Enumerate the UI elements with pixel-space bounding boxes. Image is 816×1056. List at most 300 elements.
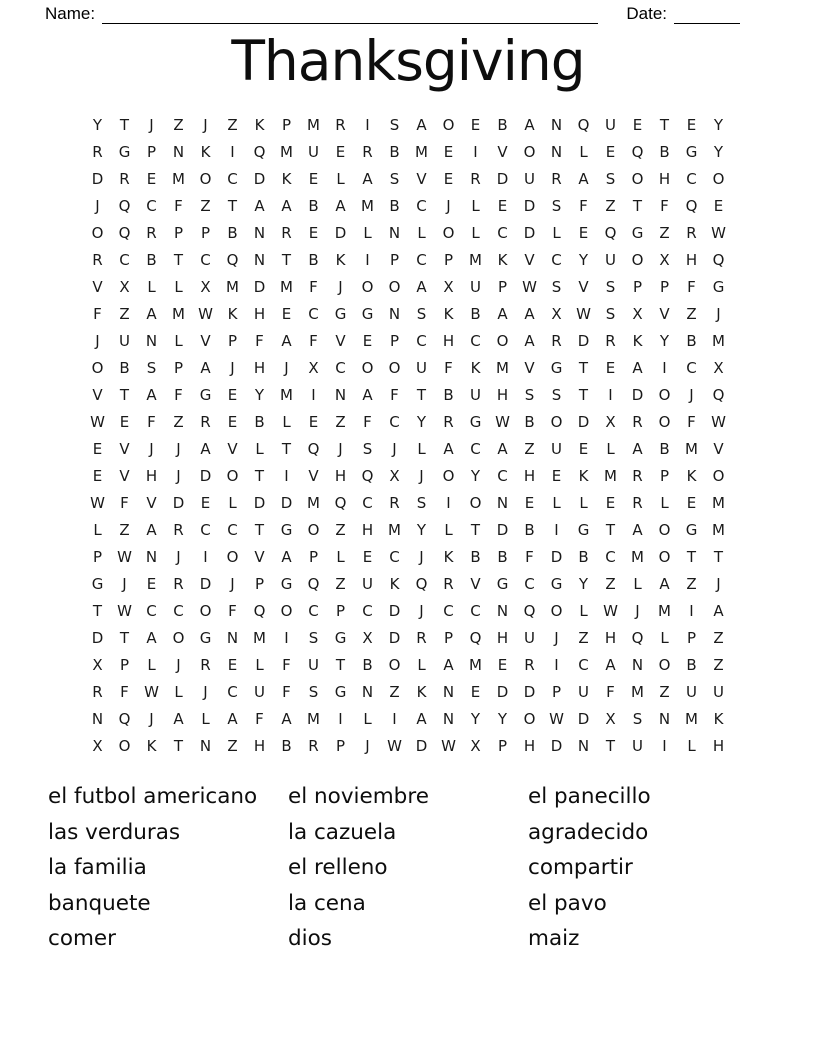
grid-letter: A [632, 440, 643, 458]
grid-letter: I [365, 116, 370, 134]
grid-letter: C [497, 224, 508, 242]
grid-letter: C [497, 467, 508, 485]
grid-letter: N [91, 710, 104, 728]
grid-letter: B [308, 251, 319, 269]
grid-letter: L [363, 224, 372, 242]
grid-letter: S [389, 170, 400, 188]
grid-letter: K [578, 467, 589, 485]
grid-row [84, 436, 732, 463]
grid-letter: M [496, 359, 509, 377]
grid-letter: N [145, 332, 158, 350]
grid-letter: M [469, 656, 482, 674]
grid-letter: H [334, 467, 347, 485]
grid-letter: A [497, 440, 508, 458]
grid-letter: N [631, 656, 644, 674]
grid-letter: N [145, 548, 158, 566]
grid-letter: Y [416, 521, 427, 539]
grid-letter: E [524, 494, 535, 512]
grid-letter: S [308, 683, 319, 701]
grid-letter: O [361, 278, 374, 296]
word-item: el pavo [528, 890, 607, 916]
grid-letter: B [686, 656, 697, 674]
grid-letter: X [200, 278, 211, 296]
grid-row [84, 301, 732, 328]
grid-letter: B [254, 413, 265, 431]
grid-letter: L [174, 278, 183, 296]
grid-letter: T [173, 737, 184, 755]
grid-letter: U [119, 332, 130, 350]
grid-letter: D [199, 467, 212, 485]
grid-letter: X [659, 251, 670, 269]
grid-letter: G [550, 575, 563, 593]
grid-letter: C [227, 521, 238, 539]
grid-letter: L [471, 224, 480, 242]
grid-row [84, 247, 732, 274]
grid-letter: D [523, 224, 536, 242]
grid-letter: U [605, 251, 616, 269]
grid-letter: A [632, 521, 643, 539]
word-list-column [288, 779, 528, 957]
grid-letter: G [118, 143, 131, 161]
grid-letter: E [605, 143, 616, 161]
grid-letter: K [227, 305, 238, 323]
grid-letter: M [307, 494, 320, 512]
grid-letter: C [686, 170, 697, 188]
grid-letter: G [334, 683, 347, 701]
grid-letter: R [632, 467, 643, 485]
grid-letter: H [523, 467, 536, 485]
grid-letter: K [632, 332, 643, 350]
grid-letter: A [173, 710, 184, 728]
grid-letter: O [442, 116, 455, 134]
word-item: la cazuela [288, 819, 397, 845]
grid-letter: U [470, 386, 481, 404]
grid-letter: F [282, 683, 291, 701]
grid-letter: W [549, 710, 564, 728]
grid-letter: Z [659, 683, 670, 701]
grid-letter: Z [173, 413, 184, 431]
grid-letter: G [496, 575, 509, 593]
grid-letter: V [254, 548, 265, 566]
grid-letter: A [632, 359, 643, 377]
grid-letter: Y [659, 332, 670, 350]
grid-letter: O [226, 467, 239, 485]
grid-letter: N [442, 710, 455, 728]
grid-letter: C [470, 332, 481, 350]
grid-letter: S [308, 629, 319, 647]
grid-letter: G [199, 386, 212, 404]
grid-letter: P [92, 548, 103, 566]
grid-letter: J [554, 629, 559, 647]
grid-letter: Q [253, 602, 266, 620]
grid-letter: L [633, 575, 642, 593]
grid-letter: E [227, 413, 238, 431]
grid-letter: R [605, 332, 616, 350]
grid-letter: Q [577, 116, 590, 134]
grid-letter: S [146, 359, 157, 377]
grid-letter: D [172, 494, 185, 512]
grid-letter: F [255, 332, 264, 350]
grid-letter: Q [712, 386, 725, 404]
grid-letter: K [254, 116, 265, 134]
grid-letter: A [605, 656, 616, 674]
grid-letter: H [604, 629, 617, 647]
grid-letter: P [443, 251, 454, 269]
grid-letter: A [281, 197, 292, 215]
grid-row [84, 490, 732, 517]
grid-letter: W [441, 737, 456, 755]
word-item: el relleno [288, 855, 388, 881]
grid-letter: E [227, 386, 238, 404]
grid-letter: E [308, 170, 319, 188]
grid-letter: F [255, 710, 264, 728]
grid-letter: O [199, 602, 212, 620]
grid-letter: L [471, 197, 480, 215]
word-item: agradecido [528, 819, 649, 845]
grid-letter: W [495, 413, 510, 431]
grid-letter: P [335, 602, 346, 620]
grid-letter: I [311, 386, 316, 404]
grid-letter: V [227, 440, 238, 458]
grid-letter: U [470, 278, 481, 296]
grid-letter: P [281, 116, 292, 134]
grid-letter: O [442, 467, 455, 485]
grid-letter: N [388, 305, 401, 323]
grid-letter: E [686, 116, 697, 134]
grid-letter: U [524, 170, 535, 188]
grid-letter: C [578, 656, 589, 674]
grid-letter: J [338, 440, 343, 458]
grid-letter: M [253, 629, 266, 647]
grid-letter: O [361, 359, 374, 377]
grid-letter: J [203, 683, 208, 701]
grid-letter: C [389, 548, 400, 566]
grid-letter: K [686, 467, 697, 485]
grid-letter: F [309, 278, 318, 296]
grid-letter: T [713, 548, 724, 566]
grid-row [84, 193, 732, 220]
grid-letter: B [146, 251, 157, 269]
grid-letter: E [470, 116, 481, 134]
grid-letter: S [551, 197, 562, 215]
grid-letter: W [522, 278, 537, 296]
grid-letter: F [174, 386, 183, 404]
grid-letter: Y [713, 143, 724, 161]
grid-letter: Q [469, 629, 482, 647]
name-label: Name: [45, 4, 96, 23]
grid-letter: T [92, 602, 103, 620]
grid-letter: Q [415, 575, 428, 593]
grid-letter: J [230, 575, 235, 593]
grid-letter: V [470, 575, 481, 593]
grid-letter: I [365, 251, 370, 269]
grid-letter: I [662, 359, 667, 377]
word-search-grid [84, 112, 732, 760]
grid-letter: D [388, 602, 401, 620]
grid-letter: N [361, 683, 374, 701]
grid-letter: U [308, 656, 319, 674]
grid-letter: Y [578, 251, 589, 269]
grid-letter: L [255, 656, 264, 674]
grid-letter: Z [713, 629, 724, 647]
grid-letter: O [658, 521, 671, 539]
grid-letter: Y [416, 413, 427, 431]
grid-letter: L [336, 548, 345, 566]
grid-letter: E [281, 305, 292, 323]
grid-letter: R [119, 170, 130, 188]
grid-letter: J [716, 305, 721, 323]
grid-letter: B [578, 548, 589, 566]
grid-letter: O [550, 602, 563, 620]
grid-letter: J [419, 548, 424, 566]
grid-letter: E [551, 467, 562, 485]
grid-letter: H [496, 386, 509, 404]
grid-letter: R [200, 656, 211, 674]
grid-row [84, 517, 732, 544]
grid-letter: C [443, 602, 454, 620]
grid-letter: O [91, 224, 104, 242]
grid-letter: I [689, 602, 694, 620]
grid-letter: Z [686, 305, 697, 323]
word-item: banquete [48, 890, 151, 916]
grid-letter: X [470, 737, 481, 755]
grid-letter: W [387, 737, 402, 755]
grid-letter: I [392, 710, 397, 728]
grid-letter: R [632, 413, 643, 431]
grid-letter: D [577, 332, 590, 350]
grid-letter: Z [227, 116, 238, 134]
grid-row [84, 220, 732, 247]
grid-letter: X [362, 629, 373, 647]
grid-letter: N [226, 629, 239, 647]
grid-letter: L [174, 683, 183, 701]
grid-letter: Z [227, 737, 238, 755]
grid-letter: T [119, 116, 130, 134]
grid-letter: R [281, 224, 292, 242]
header [45, 4, 740, 24]
grid-letter: O [523, 143, 536, 161]
grid-letter: B [281, 737, 292, 755]
grid-letter: O [496, 332, 509, 350]
grid-letter: M [388, 521, 401, 539]
grid-letter: J [689, 386, 694, 404]
word-item: comer [48, 926, 116, 952]
grid-letter: L [660, 629, 669, 647]
grid-letter: F [93, 305, 102, 323]
grid-letter: F [606, 683, 615, 701]
grid-letter: U [254, 683, 265, 701]
grid-row [84, 112, 732, 139]
grid-letter: J [176, 656, 181, 674]
grid-letter: I [473, 143, 478, 161]
grid-letter: V [524, 251, 535, 269]
grid-letter: B [308, 197, 319, 215]
grid-letter: M [226, 278, 239, 296]
grid-letter: H [442, 332, 455, 350]
word-item: las verduras [48, 819, 181, 845]
grid-letter: E [146, 170, 157, 188]
grid-letter: R [551, 332, 562, 350]
grid-letter: O [388, 278, 401, 296]
grid-letter: I [446, 494, 451, 512]
grid-letter: Y [92, 116, 103, 134]
grid-letter: F [120, 683, 129, 701]
grid-letter: F [309, 332, 318, 350]
grid-letter: N [550, 143, 563, 161]
grid-row [84, 706, 732, 733]
grid-letter: P [659, 278, 670, 296]
grid-letter: O [199, 170, 212, 188]
grid-letter: J [419, 467, 424, 485]
grid-letter: O [631, 251, 644, 269]
grid-letter: M [685, 440, 698, 458]
grid-letter: Q [307, 440, 320, 458]
grid-letter: P [497, 278, 508, 296]
grid-letter: E [605, 359, 616, 377]
grid-letter: M [172, 170, 185, 188]
grid-letter: K [281, 170, 292, 188]
grid-letter: O [118, 737, 131, 755]
grid-letter: M [280, 143, 293, 161]
grid-letter: V [92, 386, 103, 404]
grid-letter: A [416, 116, 427, 134]
grid-letter: K [470, 359, 481, 377]
grid-letter: A [281, 548, 292, 566]
grid-letter: A [200, 359, 211, 377]
grid-letter: L [417, 440, 426, 458]
grid-letter: A [659, 575, 670, 593]
grid-letter: B [659, 143, 670, 161]
grid-letter: C [362, 602, 373, 620]
grid-letter: U [632, 737, 643, 755]
grid-letter: X [119, 278, 130, 296]
grid-letter: S [605, 170, 616, 188]
grid-row [84, 598, 732, 625]
grid-letter: V [119, 440, 130, 458]
grid-letter: I [284, 467, 289, 485]
grid-letter: L [282, 413, 291, 431]
grid-letter: S [551, 278, 562, 296]
grid-letter: D [91, 629, 104, 647]
grid-letter: S [605, 278, 616, 296]
grid-letter: J [284, 359, 289, 377]
grid-letter: J [176, 440, 181, 458]
grid-letter: C [227, 170, 238, 188]
grid-letter: E [578, 440, 589, 458]
grid-letter: Q [712, 251, 725, 269]
grid-letter: D [631, 386, 644, 404]
grid-letter: I [203, 548, 208, 566]
grid-letter: V [416, 170, 427, 188]
grid-row [84, 328, 732, 355]
grid-letter: A [146, 629, 157, 647]
grid-letter: X [713, 359, 724, 377]
grid-letter: W [90, 494, 105, 512]
grid-row [84, 139, 732, 166]
grid-letter: P [389, 251, 400, 269]
grid-letter: N [577, 737, 590, 755]
grid-letter: T [659, 116, 670, 134]
grid-letter: I [608, 386, 613, 404]
grid-letter: L [363, 710, 372, 728]
grid-letter: O [280, 602, 293, 620]
grid-letter: J [392, 440, 397, 458]
grid-letter: Q [226, 251, 239, 269]
grid-letter: K [200, 143, 211, 161]
grid-letter: R [443, 575, 454, 593]
grid-row [84, 733, 732, 760]
grid-letter: L [660, 494, 669, 512]
grid-letter: M [415, 143, 428, 161]
grid-letter: D [253, 278, 266, 296]
grid-letter: C [605, 548, 616, 566]
grid-letter: Z [578, 629, 589, 647]
grid-letter: D [496, 170, 509, 188]
grid-letter: C [524, 575, 535, 593]
grid-letter: P [173, 224, 184, 242]
grid-letter: L [579, 494, 588, 512]
grid-letter: F [687, 278, 696, 296]
grid-letter: D [253, 170, 266, 188]
grid-letter: O [388, 359, 401, 377]
grid-letter: G [361, 305, 374, 323]
grid-letter: C [686, 359, 697, 377]
grid-letter: C [470, 440, 481, 458]
grid-letter: R [632, 494, 643, 512]
grid-letter: R [146, 224, 157, 242]
grid-letter: E [443, 143, 454, 161]
grid-letter: L [417, 224, 426, 242]
grid-letter: E [578, 224, 589, 242]
grid-letter: D [523, 197, 536, 215]
grid-letter: B [497, 116, 508, 134]
grid-letter: L [444, 521, 453, 539]
grid-row [84, 274, 732, 301]
word-item: dios [288, 926, 332, 952]
grid-letter: Z [119, 521, 130, 539]
grid-letter: Q [118, 224, 131, 242]
word-list-column [528, 779, 768, 957]
grid-letter: V [200, 332, 211, 350]
page-title: Thanksgiving [231, 29, 585, 93]
grid-row [84, 625, 732, 652]
grid-letter: J [635, 602, 640, 620]
grid-letter: S [389, 116, 400, 134]
grid-letter: G [577, 521, 590, 539]
grid-letter: O [91, 359, 104, 377]
grid-letter: I [284, 629, 289, 647]
grid-letter: Q [334, 494, 347, 512]
grid-letter: Q [685, 197, 698, 215]
grid-letter: S [551, 386, 562, 404]
grid-letter: E [92, 467, 103, 485]
grid-letter: C [416, 197, 427, 215]
grid-letter: B [389, 143, 400, 161]
grid-letter: A [362, 386, 373, 404]
grid-letter: Z [335, 413, 346, 431]
grid-letter: J [203, 116, 208, 134]
grid-letter: T [119, 629, 130, 647]
date-blank-line [674, 5, 740, 24]
grid-letter: P [200, 224, 211, 242]
grid-letter: U [308, 143, 319, 161]
grid-letter: T [254, 521, 265, 539]
grid-letter: Q [631, 143, 644, 161]
grid-letter: E [119, 413, 130, 431]
grid-letter: Y [470, 710, 481, 728]
grid-letter: Z [659, 224, 670, 242]
grid-letter: R [173, 575, 184, 593]
